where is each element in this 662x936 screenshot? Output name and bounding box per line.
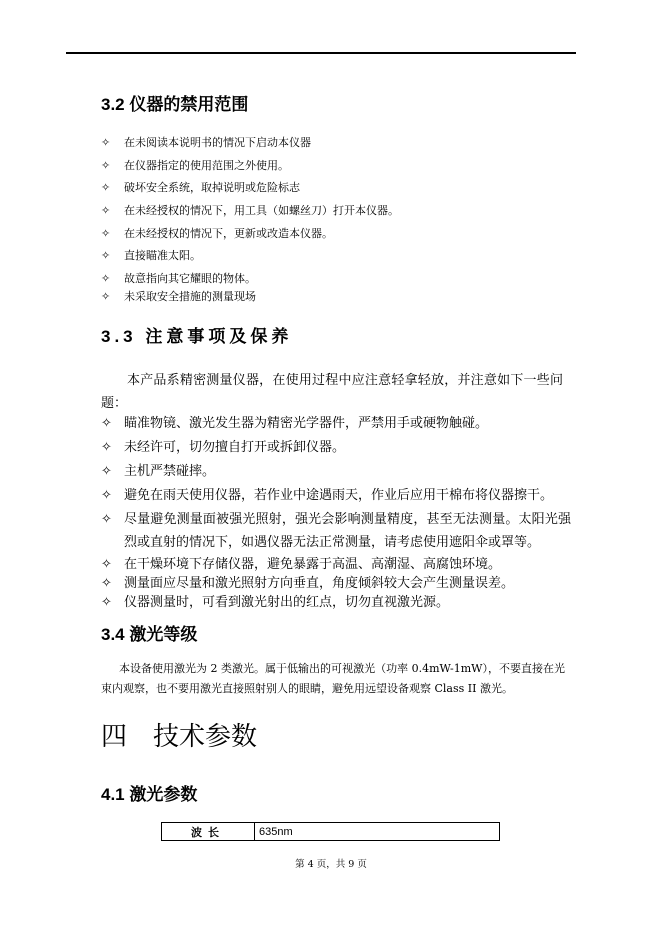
- bullet-icon: ✧: [101, 416, 112, 431]
- care-list: [101, 412, 571, 611]
- list-item: ✧ 破坏安全系统，取掉说明或危险标志: [101, 181, 300, 195]
- bullet-icon: ✧: [101, 226, 111, 240]
- list-item: ✧ 在未阅读本说明书的情况下启动本仪器: [101, 136, 311, 149]
- bullet-icon: ✧: [101, 576, 112, 591]
- table-row: [162, 823, 500, 841]
- list-item: ✧ 在未经授权的情况下，用工具（如螺丝刀）打开本仪器。: [101, 204, 399, 218]
- section-3-3-heading: 3.3 注意事项及保养: [101, 327, 293, 346]
- page-footer: 第 4 页，共 9 页: [295, 859, 367, 870]
- bullet-icon: ✧: [101, 272, 111, 286]
- bullet-icon: ✧: [101, 464, 112, 479]
- list-item: ✧ 直接瞄准太阳。: [101, 249, 201, 263]
- laser-class-paragraph: 本设备使用激光为 2 类激光。属于低输出的可视激光（功率 0.4mW-1mW），不要直接在光束内观察，也不要用激光直接照射别人的眼睛，避免用远望设备观察 Class II 激光。: [101, 662, 565, 695]
- list-item: ✧ 避免在雨天使用仪器，若作业中途遇雨天，作业后应用干棉布将仪器擦干。: [101, 484, 571, 508]
- bullet-icon: ✧: [101, 512, 112, 527]
- chapter-4-heading: [101, 716, 257, 753]
- param-key: 波长: [162, 823, 255, 841]
- list-item: ✧ 主机严禁碰摔。: [101, 460, 571, 484]
- care-intro-paragraph: 本产品系精密测量仪器，在使用过程中应注意轻拿轻放，并注意如下一些问题：: [101, 373, 563, 411]
- list-item: ✧ 在干燥环境下存储仪器，避免暴露于高温、高潮湿、高腐蚀环境。: [101, 557, 502, 572]
- list-item: ✧ 测量面应尽量和激光照射方向垂直，角度倾斜较大会产生测量误差。: [101, 576, 515, 591]
- list-item: ✧ 未经许可，切勿擅自打开或拆卸仪器。: [101, 436, 571, 460]
- list-item: ✧ 瞄准物镜、激光发生器为精密光学器件，严禁用手或硬物触碰。: [101, 412, 571, 436]
- section-4-1-heading: 4.1 激光参数: [101, 785, 198, 804]
- laser-parameter-table: [161, 822, 500, 841]
- section-3-2-heading: 3.2 仪器的禁用范围: [101, 95, 249, 114]
- bullet-icon: ✧: [101, 488, 112, 503]
- bullet-icon: ✧: [101, 249, 111, 263]
- list-item: ✧ 故意指向其它耀眼的物体。: [101, 272, 256, 286]
- param-value: 635nm: [255, 823, 500, 841]
- bullet-icon: ✧: [101, 136, 111, 149]
- bullet-icon: ✧: [101, 181, 111, 195]
- bullet-icon: ✧: [101, 158, 111, 172]
- prohibited-use-list: [101, 135, 561, 312]
- chapter-title: 技术参数: [153, 722, 258, 752]
- bullet-icon: ✧: [101, 204, 111, 218]
- list-item: ✧ 未采取安全措施的测量现场: [101, 290, 256, 304]
- list-item: ✧ 仪器测量时，可看到激光射出的红点，切勿直视激光源。: [101, 595, 450, 610]
- bullet-icon: ✧: [101, 290, 111, 304]
- header-rule: [66, 52, 576, 54]
- bullet-icon: ✧: [101, 595, 112, 610]
- chapter-number: 四: [101, 722, 128, 752]
- list-item: ✧ 尽量避免测量面被强光照射，强光会影响测量精度，甚至无法测量。太阳光强烈或直射的情况下，如遇仪器无法正常测量，请考虑使用遮阳伞或罩等。: [101, 508, 571, 554]
- bullet-icon: ✧: [101, 440, 112, 455]
- section-3-4-heading: 3.4 激光等级: [101, 625, 198, 644]
- bullet-icon: ✧: [101, 557, 112, 572]
- list-item: ✧ 在未经授权的情况下，更新或改造本仪器。: [101, 226, 333, 240]
- list-item: ✧ 在仪器指定的使用范围之外使用。: [101, 158, 289, 172]
